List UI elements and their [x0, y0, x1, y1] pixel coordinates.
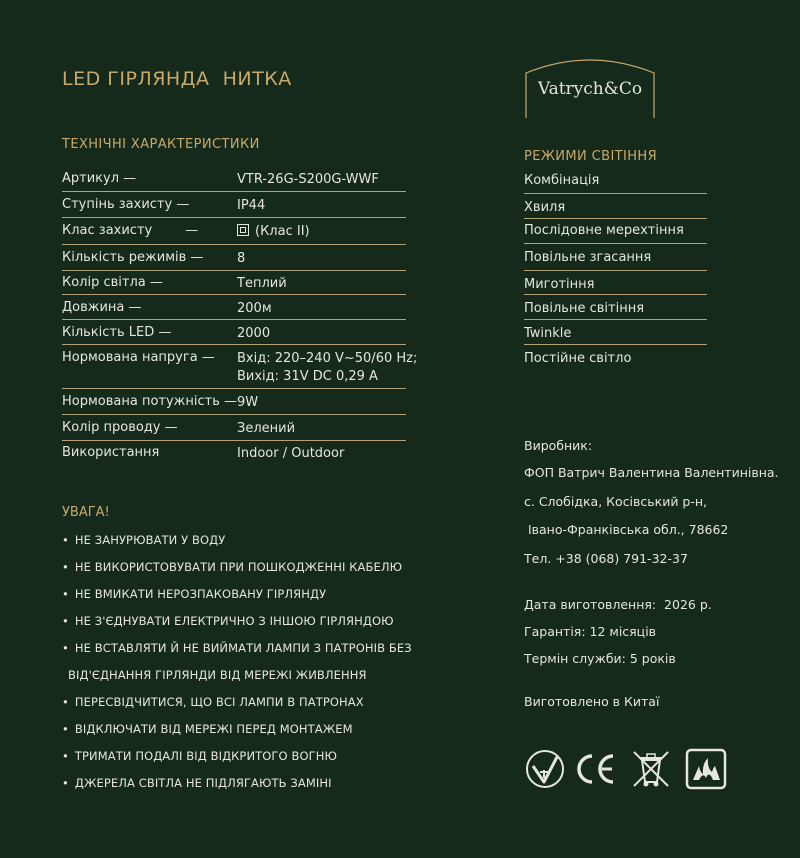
divider	[524, 218, 707, 219]
divider	[62, 440, 406, 441]
mode-item: Twinkle	[524, 326, 572, 341]
spec-value: VTR-26G-S200G-WWF	[237, 172, 379, 187]
mode-item: Повільне згасання	[524, 250, 652, 265]
spec-value-wrap	[237, 223, 310, 241]
spec-value: 200м	[237, 301, 272, 316]
warning-item-continuation: ВІД'ЄДНАННЯ ГІРЛЯНДИ ВІД МЕРЕЖІ ЖИВЛЕННЯ	[68, 668, 367, 682]
warranty: Гарантія: 12 місяців	[524, 624, 657, 639]
spec-value: 9W	[237, 395, 259, 410]
product-title: LED ГІРЛЯНДА НИТКА	[62, 68, 292, 90]
modes-heading: РЕЖИМИ СВІТІННЯ	[524, 149, 658, 164]
brand-name: Vatrych&Co	[537, 79, 643, 99]
divider	[62, 244, 406, 245]
warning-item: • ТРИМАТИ ПОДАЛІ ВІД ВІДКРИТОГО ВОГНЮ	[62, 749, 337, 763]
spec-label: Нормована напруга —	[62, 350, 215, 365]
manufacturer-address-2: Івано-Франківська обл., 78662	[524, 522, 729, 537]
mode-item: Хвиля	[524, 200, 566, 215]
spec-label: Довжина —	[62, 300, 142, 315]
divider	[62, 217, 406, 218]
specs-heading: ТЕХНІЧНІ ХАРАКТЕРИСТИКИ	[62, 137, 260, 152]
divider	[524, 294, 707, 295]
ce-mark-icon	[574, 748, 616, 790]
mode-item: Комбінація	[524, 173, 600, 188]
divider	[524, 319, 707, 320]
warning-item: • НЕ ЗАНУРЮВАТИ У ВОДУ	[62, 533, 226, 547]
spec-value: Indoor / Outdoor	[237, 446, 345, 461]
spec-value: Вхід: 220–240 V~50/60 Hz;	[237, 351, 418, 366]
spec-label: Кількість LED —	[62, 325, 172, 340]
spec-label: Нормована потужність —	[62, 394, 238, 409]
divider	[524, 243, 707, 244]
brand-logo	[524, 55, 656, 119]
warning-item: • ДЖЕРЕЛА СВІТЛА НЕ ПІДЛЯГАЮТЬ ЗАМІНІ	[62, 776, 332, 790]
spec-value: Теплий	[237, 276, 287, 291]
spec-label: Клас захисту —	[62, 223, 199, 238]
divider	[62, 319, 406, 320]
warning-item: • НЕ ВИКОРИСТОВУВАТИ ПРИ ПОШКОДЖЕННІ КАБЕЛЮ	[62, 560, 403, 574]
flammable-icon	[685, 748, 727, 790]
production-date: Дата виготовлення: 2026 р.	[524, 597, 712, 612]
divider	[62, 344, 406, 345]
warning-item: • НЕ ВМИКАТИ НЕРОЗПАКОВАНУ ГІРЛЯНДУ	[62, 587, 327, 601]
divider	[62, 191, 406, 192]
warning-item: • НЕ З'ЄДНУВАТИ ЕЛЕКТРИЧНО З ІНШОЮ ГІРЛЯНДОЮ	[62, 614, 394, 628]
ukrsepro-icon	[524, 748, 566, 790]
warning-item: • НЕ ВСТАВЛЯТИ Й НЕ ВИЙМАТИ ЛАМПИ З ПАТРОНІВ БЕЗ	[62, 641, 412, 655]
mode-item: Постійне світло	[524, 351, 632, 366]
mode-item: Повільне світіння	[524, 301, 645, 316]
mode-item: Послідовне мерехтіння	[524, 223, 684, 238]
spec-value: Зелений	[237, 421, 296, 436]
spec-value: 8	[237, 251, 246, 266]
divider	[524, 270, 707, 271]
manufacturer-name: ФОП Ватрич Валентина Валентинівна.	[524, 465, 779, 480]
manufacturer-label: Виробник:	[524, 438, 593, 453]
spec-label: Колір світла —	[62, 275, 163, 290]
spec-value: (Клас II)	[255, 224, 310, 239]
divider	[62, 270, 406, 271]
made-in: Виготовлено в Китаї	[524, 694, 660, 709]
warning-item: • ВІДКЛЮЧАТИ ВІД МЕРЕЖІ ПЕРЕД МОНТАЖЕМ	[62, 722, 353, 736]
spec-value: IP44	[237, 198, 266, 213]
spec-label: Ступінь захисту —	[62, 197, 190, 212]
double-insulation-icon	[237, 224, 249, 236]
divider	[62, 414, 406, 415]
warning-item: • ПЕРЕСВІДЧИТИСЯ, ЩО ВСІ ЛАМПИ В ПАТРОНАХ	[62, 695, 364, 709]
spec-label: Кількість режимів —	[62, 250, 204, 265]
spec-label: Артикул —	[62, 171, 137, 186]
divider	[524, 193, 707, 194]
divider	[62, 388, 406, 389]
mode-item: Миготіння	[524, 277, 595, 292]
divider	[62, 294, 406, 295]
spec-value-line2: Вихід: 31V DC 0,29 A	[237, 369, 378, 384]
warning-heading: УВАГА!	[62, 505, 110, 520]
spec-value: 2000	[237, 326, 271, 341]
service-life: Термін служби: 5 років	[524, 651, 676, 666]
spec-label: Використання	[62, 445, 160, 460]
manufacturer-phone: Тел. +38 (068) 791-32-37	[524, 551, 688, 566]
manufacturer-address-1: с. Слобідка, Косівський р-н,	[524, 494, 708, 509]
divider	[524, 344, 707, 345]
spec-label: Колір проводу —	[62, 420, 178, 435]
weee-bin-icon	[630, 748, 672, 790]
